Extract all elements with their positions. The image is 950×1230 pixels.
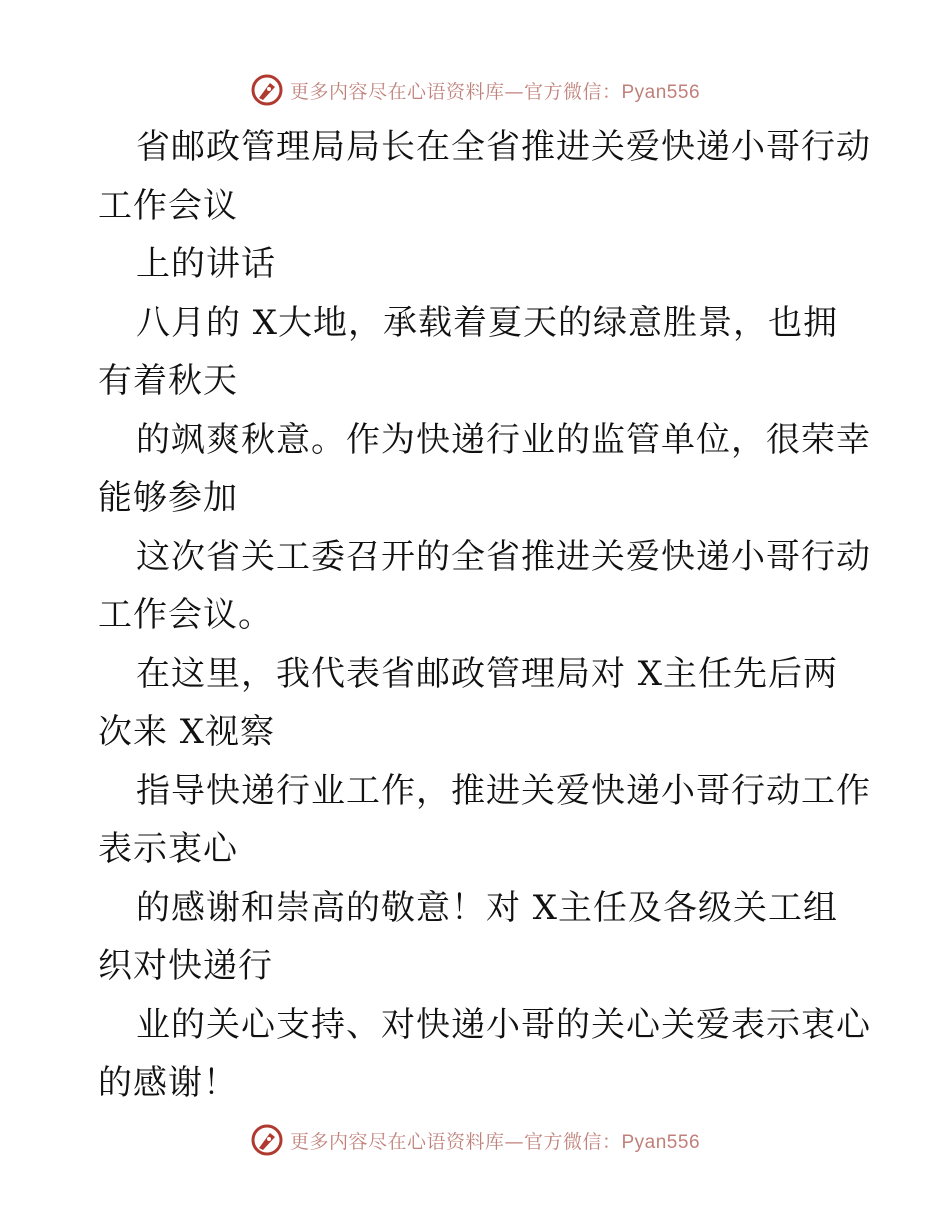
wechat-id: Pyan556 <box>621 1131 701 1153</box>
text-line: 省邮政管理局局长在全省推进关爱快递小哥行动 <box>136 127 871 167</box>
text-line: 上的讲话 <box>136 244 276 284</box>
pen-nib-circle-icon <box>250 73 284 107</box>
watermark-text: 更多内容尽在心语资料库—官方微信：Pyan556 <box>289 80 701 103</box>
text-line: 业的关心支持、对快递小哥的关心关爱表示衷心 <box>136 1004 871 1045</box>
text-line: 的感谢！ <box>98 1063 238 1103</box>
text-line: 次来 X视察 <box>98 712 276 752</box>
text-line: 的感谢和崇高的敬意！对 X主任及各级关工组 <box>136 887 839 928</box>
text-line: 八月的 X大地，承载着夏天的绿意胜景，也拥 <box>136 302 839 343</box>
text-line: 在这里，我代表省邮政管理局对 X主任先后两 <box>136 653 839 694</box>
pen-nib-circle-icon <box>250 1123 284 1157</box>
footer-watermark <box>0 1120 950 1160</box>
text-line: 这次省关工委召开的全省推进关爱快递小哥行动 <box>136 536 871 577</box>
text-line: 能够参加 <box>98 478 238 518</box>
text-line: 工作会议 <box>98 185 238 226</box>
header-watermark <box>0 70 950 110</box>
wechat-id: Pyan556 <box>621 81 701 103</box>
text-line: 表示衷心 <box>98 829 238 869</box>
document-body <box>98 118 871 1113</box>
text-line: 工作会议。 <box>98 595 273 635</box>
text-line: 织对快递行 <box>98 946 273 986</box>
text-line: 的飒爽秋意。作为快递行业的监管单位，很荣幸 <box>136 419 871 460</box>
text-line: 有着秋天 <box>98 361 238 401</box>
watermark-text: 更多内容尽在心语资料库—官方微信：Pyan556 <box>289 1130 701 1153</box>
text-line: 指导快递行业工作，推进关爱快递小哥行动工作 <box>136 770 871 811</box>
